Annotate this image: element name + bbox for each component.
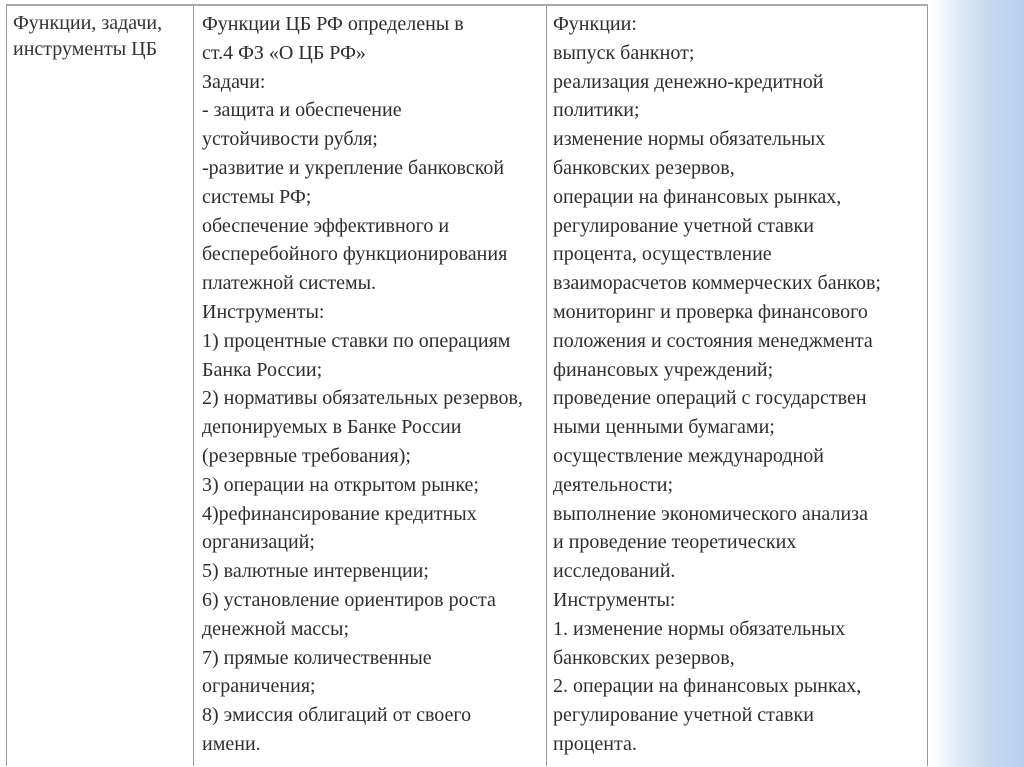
text-line: -развитие и укрепление банковской [202, 156, 505, 179]
text-line: деятельности; [553, 473, 674, 496]
text-line: финансовых учреждений; [553, 358, 774, 381]
side-gradient-decoration [932, 0, 1024, 767]
text-line: Инструменты: [553, 588, 676, 611]
text-line: банковских резервов, [553, 156, 735, 179]
text-line: обеспечение эффективного и [202, 214, 450, 237]
text-line: организаций; [202, 531, 315, 554]
text-line: имени. [202, 732, 261, 755]
text-line: Инструменты: [202, 300, 325, 323]
text-line: 1) процентные ставки по операциям [202, 329, 511, 352]
text-line: реализация денежно-кредитной [553, 70, 824, 93]
text-line: инструменты ЦБ [13, 38, 158, 60]
header-cell [7, 5, 194, 766]
law-text [194, 6, 546, 759]
text-line: платежной системы. [202, 272, 377, 295]
text-line: депонируемых в Банке России [202, 416, 462, 439]
text-line: Функции ЦБ РФ определены в [202, 13, 464, 35]
text-line: банковских резервов, [553, 646, 735, 669]
text-line: (резервные требования); [202, 444, 411, 467]
text-line: Банка России; [202, 358, 323, 381]
text-line: 4)рефинансирование кредитных [202, 502, 477, 525]
text-line: 6) установление ориентиров роста [202, 588, 496, 611]
text-line: изменение нормы обязательных [553, 128, 826, 151]
text-line: регулирование учетной ставки [553, 704, 814, 727]
text-line: операции на финансовых рынках, [553, 185, 842, 208]
text-line: Задачи: [202, 70, 266, 93]
text-line: процента. [553, 732, 637, 755]
law-cell [194, 5, 547, 766]
functions-cell [547, 5, 928, 766]
text-line: проведение операций с государствен [553, 387, 867, 410]
text-line: 2) нормативы обязательных резервов, [202, 387, 523, 410]
text-line: исследований. [553, 560, 676, 583]
text-line: выполнение экономического анализа [553, 502, 868, 525]
text-line: политики; [553, 99, 640, 122]
text-line: - защита и обеспечение [202, 99, 402, 122]
text-line: и проведение теоретических [553, 531, 797, 554]
text-line: Функции: [553, 13, 637, 35]
functions-table [6, 4, 928, 766]
text-line: устойчивости рубля; [202, 128, 378, 151]
header-text [7, 6, 193, 62]
text-line: 8) эмиссия облигаций от своего [202, 704, 472, 727]
text-line: бесперебойного функционирования [202, 243, 508, 266]
text-line: регулирование учетной ставки [553, 214, 814, 237]
text-line: ограничения; [202, 675, 316, 698]
text-line: мониторинг и проверка финансового [553, 300, 868, 323]
text-line: 2. операции на финансовых рынках, [553, 675, 862, 698]
text-line: денежной массы; [202, 617, 350, 640]
text-line: ными ценными бумагами; [553, 416, 775, 439]
text-line: системы РФ; [202, 185, 312, 208]
text-line: ст.4 ФЗ «О ЦБ РФ» [202, 41, 366, 64]
text-line: выпуск банкнот; [553, 41, 695, 64]
table-row [7, 5, 928, 766]
text-line: положения и состояния менеджмента [553, 329, 873, 352]
text-line: 1. изменение нормы обязательных [553, 617, 846, 640]
text-line: взаиморасчетов коммерческих банков; [553, 272, 881, 295]
text-line: 7) прямые количественные [202, 646, 432, 669]
text-line: процента, осуществление [553, 243, 772, 266]
text-line: 3) операции на открытом рынке; [202, 473, 479, 496]
text-line: осуществление международной [553, 444, 824, 467]
text-line: 5) валютные интервенции; [202, 560, 429, 583]
text-line: Функции, задачи, [13, 12, 163, 34]
functions-text [547, 6, 927, 759]
